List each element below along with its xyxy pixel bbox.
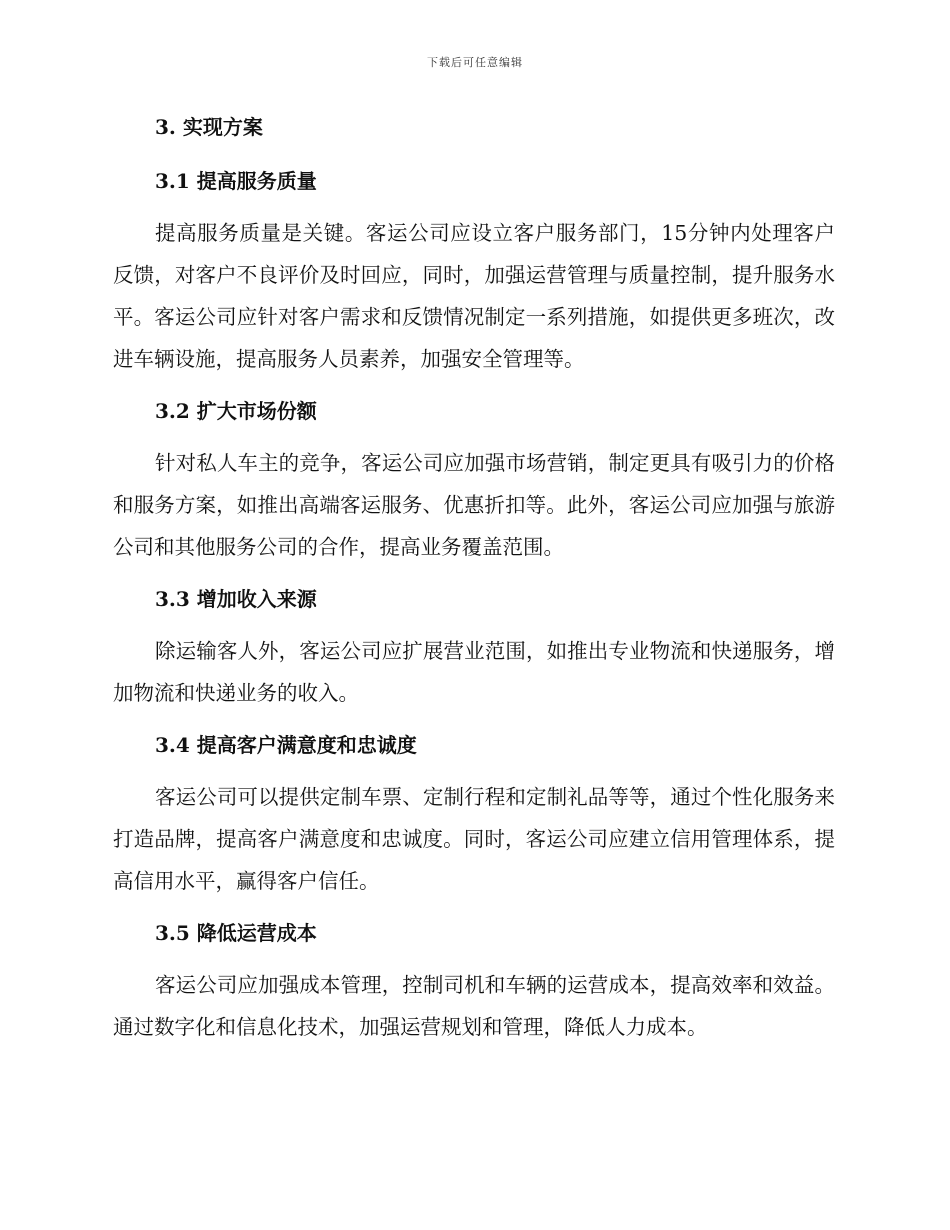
document-title: 3. 实现方案: [155, 115, 263, 139]
section-paragraph: 除运输客人外，客运公司应扩展营业范围，如推出专业物流和快递服务，增加物流和快递业务的收入。: [113, 639, 835, 705]
section-heading: 3.2 扩大市场份额: [155, 399, 317, 423]
section-3-2: [113, 390, 835, 568]
section-paragraph: 提高服务质量是关键。客运公司应设立客户服务部门，15分钟内处理客户反馈，对客户不良评价及时回应，同时，加强运营管理与质量控制，提升服务水平。客运公司应针对客户需求和反馈情况制定一系列措施，如提供更多班次，改进车辆设施，提高服务人员素养，加强安全管理等。: [113, 221, 835, 371]
section-3-4: [113, 724, 835, 902]
document-content: [113, 106, 835, 1058]
section-heading: 3.1 提高服务质量: [155, 169, 317, 193]
section-3-3: [113, 578, 835, 714]
section-paragraph: 客运公司可以提供定制车票、定制行程和定制礼品等等，通过个性化服务来打造品牌，提高客户满意度和忠诚度。同时，客运公司应建立信用管理体系，提高信用水平，赢得客户信任。: [113, 785, 835, 893]
section-heading: 3.4 提高客户满意度和忠诚度: [155, 733, 417, 757]
section-heading: 3.5 降低运营成本: [155, 921, 317, 945]
section-heading: 3.3 增加收入来源: [155, 587, 317, 611]
section-paragraph: 客运公司应加强成本管理，控制司机和车辆的运营成本，提高效率和效益。通过数字化和信息化技术，加强运营规划和管理，降低人力成本。: [113, 973, 835, 1039]
section-3-1: [113, 160, 835, 380]
section-paragraph: 针对私人车主的竞争，客运公司应加强市场营销，制定更具有吸引力的价格和服务方案，如推出高端客运服务、优惠折扣等。此外，客运公司应加强与旅游公司和其他服务公司的合作，提高业务覆盖范围。: [113, 451, 835, 559]
header-note: 下载后可任意编辑: [427, 56, 523, 69]
section-3-5: [113, 912, 835, 1048]
